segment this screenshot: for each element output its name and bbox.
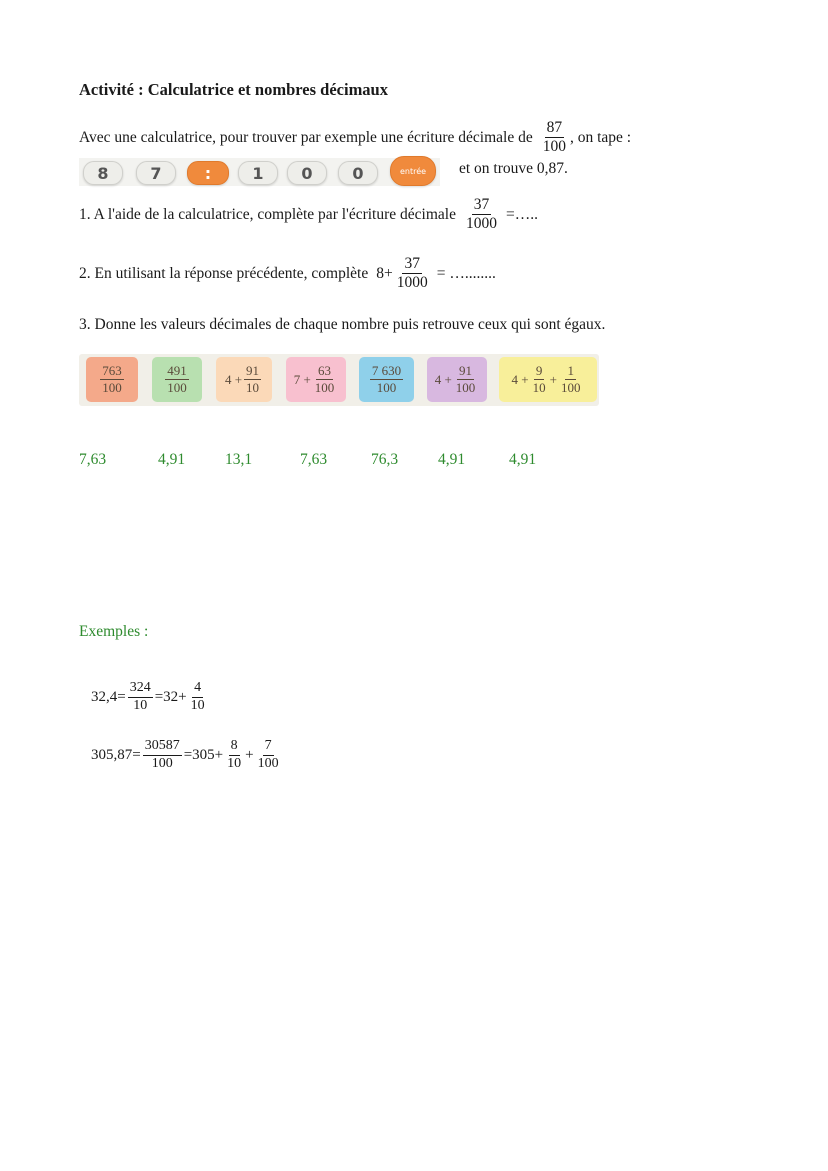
fraction-numerator: 30587 <box>143 739 182 756</box>
fraction-denominator: 100 <box>151 755 173 771</box>
example-2-fraction <box>143 739 182 771</box>
tile-plus: + <box>549 371 557 387</box>
tile-3 <box>216 357 272 402</box>
example-2 <box>91 739 283 771</box>
fraction-denominator: 10 <box>133 697 148 713</box>
examples-label: Exemples : <box>79 623 149 640</box>
fraction-numerator: 37 <box>472 197 492 215</box>
fraction-denominator: 1000 <box>396 274 428 292</box>
tile-6 <box>427 357 487 402</box>
fraction-denominator: 100 <box>455 380 476 395</box>
tile-fraction <box>244 364 261 394</box>
answer-5: 76,3 <box>371 451 399 468</box>
fraction-denominator: 100 <box>167 380 187 395</box>
example-1-fraction <box>128 681 153 713</box>
fraction-numerator: 37 <box>402 256 422 274</box>
question-3: 3. Donne les valeurs décimales de chaque nombre puis retrouve ceux qui sont égaux. <box>79 316 606 333</box>
question-1 <box>79 197 538 233</box>
key-0: 0 <box>287 161 327 185</box>
intro-text: Avec une calculatrice, pour trouver par exemple une écriture décimale de <box>79 128 533 146</box>
fraction-denominator: 100 <box>560 380 581 395</box>
question-1-text: 1. A l'aide de la calculatrice, complète par l'écriture décimale <box>79 205 456 223</box>
tile-fraction <box>165 364 189 394</box>
answer-4: 7,63 <box>300 451 328 468</box>
result-text: et on trouve 0,87. <box>459 160 568 177</box>
question-2 <box>79 256 496 292</box>
page-title: Activité : Calculatrice et nombres décimaux <box>79 80 388 99</box>
example-1-fraction-second <box>189 681 207 713</box>
question-2-answer-blank: = …........ <box>436 264 496 282</box>
key-1: 1 <box>238 161 278 185</box>
fraction-denominator: 100 <box>102 380 122 395</box>
example-2-fraction-second <box>225 739 243 771</box>
fraction-numerator: 7 <box>263 739 274 756</box>
example-2-left: 305,87= <box>91 746 141 763</box>
answer-1: 7,63 <box>79 451 107 468</box>
example-2-middle: =305+ <box>183 746 224 763</box>
fraction-denominator: 1000 <box>465 215 497 233</box>
tile-4 <box>286 357 346 402</box>
answer-2: 4,91 <box>158 451 186 468</box>
answer-6: 4,91 <box>438 451 466 468</box>
tile-fraction <box>313 364 337 394</box>
intro-text-after: , on tape : <box>569 128 632 146</box>
key-7: 7 <box>136 161 176 185</box>
question-2-text: 2. En utilisant la réponse précédente, complète <box>79 264 369 282</box>
fraction-numerator: 87 <box>545 120 565 138</box>
fraction-denominator: 100 <box>376 380 397 395</box>
fraction-denominator: 10 <box>246 380 260 395</box>
fraction-numerator: 9 <box>535 363 543 379</box>
question-2-prefix: 8+ <box>376 264 393 282</box>
tile-5 <box>359 357 414 402</box>
key-8: 8 <box>83 161 123 185</box>
tile-2 <box>152 357 202 402</box>
tile-1 <box>86 357 138 402</box>
example-2-fraction-third <box>256 739 281 771</box>
fraction-denominator: 100 <box>314 380 335 395</box>
fraction-denominator: 10 <box>190 697 205 713</box>
intro-line <box>79 120 631 156</box>
key-divide: : <box>187 161 229 185</box>
tile-prefix: 4 + <box>224 371 243 387</box>
fraction-numerator: 63 <box>318 363 332 379</box>
example-1-middle: =32+ <box>154 688 187 705</box>
example-1-left: 32,4= <box>91 688 126 705</box>
example-1 <box>91 681 209 713</box>
tile-fraction <box>100 364 124 394</box>
tile-fraction <box>454 364 478 394</box>
fraction-numerator: 491 <box>167 363 187 379</box>
key-enter: entrée <box>390 156 436 186</box>
fraction-denominator: 100 <box>257 755 279 771</box>
answer-7: 4,91 <box>509 451 537 468</box>
fraction-numerator: 763 <box>102 363 122 379</box>
fraction-denominator: 10 <box>532 380 546 395</box>
fraction-numerator: 4 <box>192 681 203 698</box>
fraction-denominator: 10 <box>227 755 242 771</box>
tile-prefix: 4 + <box>511 371 529 387</box>
question-1-fraction <box>464 197 499 233</box>
fraction-numerator: 7 630 <box>371 363 402 379</box>
tile-fraction <box>531 364 548 394</box>
tile-fraction <box>370 364 403 394</box>
example-2-plus: + <box>245 746 254 763</box>
tile-prefix: 7 + <box>293 371 311 387</box>
fraction-numerator: 8 <box>229 739 240 756</box>
answer-3: 13,1 <box>225 451 253 468</box>
tile-fraction-second <box>559 364 583 394</box>
question-1-answer-blank: =….. <box>505 205 538 223</box>
fraction-numerator: 324 <box>128 681 153 698</box>
key-0-second: 0 <box>338 161 378 185</box>
question-2-fraction <box>395 256 430 292</box>
tile-prefix: 4 + <box>434 371 452 387</box>
intro-fraction <box>541 120 568 156</box>
fraction-denominator: 100 <box>542 138 566 156</box>
fraction-numerator: 91 <box>246 363 260 379</box>
fraction-numerator: 1 <box>567 363 574 379</box>
fraction-numerator: 91 <box>459 363 473 379</box>
tile-7 <box>499 357 597 402</box>
